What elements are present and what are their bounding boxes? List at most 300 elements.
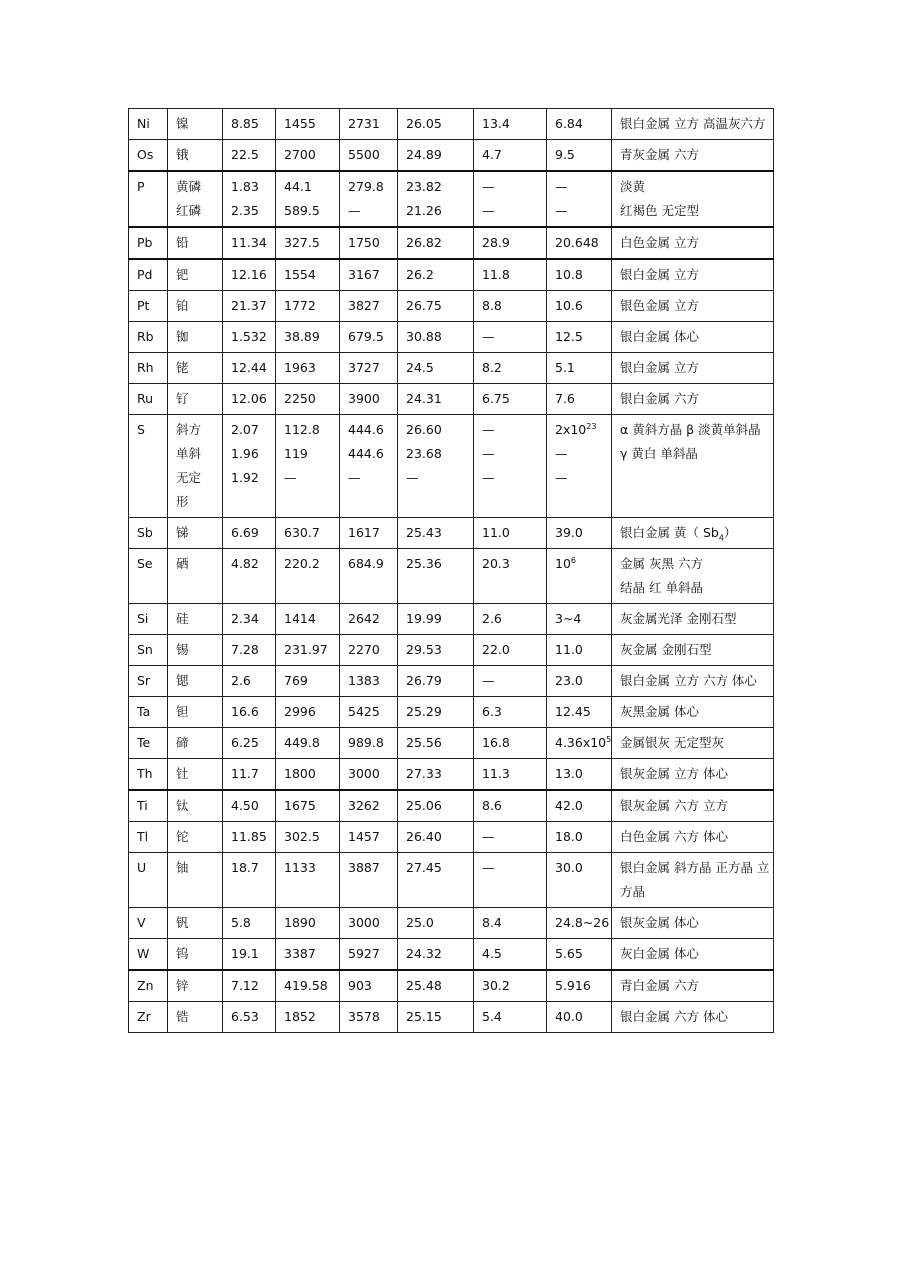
cell-coef xyxy=(474,549,547,604)
melting-point-value xyxy=(284,794,336,818)
resistivity-value xyxy=(555,700,608,724)
boiling-point-value-text: 1457 xyxy=(348,829,380,844)
element-symbol: S xyxy=(129,415,168,518)
expansion-coefficient-value-text: 20.3 xyxy=(482,556,510,571)
element-properties-table xyxy=(128,108,774,1033)
cell-den xyxy=(223,853,276,908)
element-name-text: 碲 xyxy=(176,735,189,750)
density-value xyxy=(231,387,272,411)
resistivity-value-text: 13.0 xyxy=(555,766,583,781)
cell-bp xyxy=(340,353,398,384)
description-text: 红褐色 无定型 xyxy=(620,203,699,218)
element-name xyxy=(176,418,219,442)
cell-bp xyxy=(340,140,398,172)
element-name xyxy=(176,974,219,998)
melting-point-value xyxy=(284,607,336,631)
cell-den xyxy=(223,728,276,759)
element-name-text: 锑 xyxy=(176,525,189,540)
resistivity-value xyxy=(555,387,608,411)
element-name-text: 钌 xyxy=(176,391,189,406)
heat-capacity-value-text: 26.60 xyxy=(406,422,442,437)
expansion-coefficient-value-text: — xyxy=(482,329,495,344)
heat-capacity-value-text: 26.82 xyxy=(406,235,442,250)
cell-coef xyxy=(474,291,547,322)
cell-bp xyxy=(340,666,398,697)
melting-point-value xyxy=(284,356,336,380)
heat-capacity-value xyxy=(406,325,470,349)
element-symbol: Pd xyxy=(129,259,168,291)
heat-capacity-value-text: — xyxy=(406,470,419,485)
cell-den xyxy=(223,384,276,415)
resistivity-value xyxy=(555,1005,608,1029)
element-symbol: Se xyxy=(129,549,168,604)
cell-coef xyxy=(474,604,547,635)
melting-point-value xyxy=(284,825,336,849)
cell-bp xyxy=(340,171,398,227)
density-value xyxy=(231,762,272,786)
element-symbol: Ru xyxy=(129,384,168,415)
element-name-text: 铷 xyxy=(176,329,189,344)
melting-point-value-text: 1890 xyxy=(284,915,316,930)
density-value xyxy=(231,263,272,287)
cell-mp xyxy=(276,939,340,971)
element-name xyxy=(176,294,219,318)
element-symbol: Zn xyxy=(129,970,168,1002)
density-value-text: 5.8 xyxy=(231,915,251,930)
superscript: 23 xyxy=(586,421,597,431)
resistivity-value-text: 12.45 xyxy=(555,704,591,719)
cell-res xyxy=(547,1002,612,1033)
cell-mp xyxy=(276,171,340,227)
element-name xyxy=(176,231,219,255)
cell-heat xyxy=(398,970,474,1002)
melting-point-value xyxy=(284,418,336,442)
heat-capacity-value-text: 30.88 xyxy=(406,329,442,344)
cell-mp xyxy=(276,728,340,759)
cell-heat xyxy=(398,109,474,140)
heat-capacity-value-text: 25.15 xyxy=(406,1009,442,1024)
boiling-point-value-text: 1617 xyxy=(348,525,380,540)
resistivity-value xyxy=(555,263,608,287)
element-name-text: 锇 xyxy=(176,147,189,162)
element-name xyxy=(176,490,219,514)
heat-capacity-value-text: 19.99 xyxy=(406,611,442,626)
boiling-point-value-text: 679.5 xyxy=(348,329,384,344)
element-name-text: 铂 xyxy=(176,298,189,313)
expansion-coefficient-value-text: 28.9 xyxy=(482,235,510,250)
expansion-coefficient-value xyxy=(482,143,543,167)
melting-point-value xyxy=(284,294,336,318)
cell-desc xyxy=(612,970,774,1002)
expansion-coefficient-value xyxy=(482,466,543,490)
heat-capacity-value-text: 26.2 xyxy=(406,267,434,282)
cell-desc xyxy=(612,259,774,291)
cell-desc xyxy=(612,109,774,140)
cell-heat xyxy=(398,939,474,971)
boiling-point-value-text: 2270 xyxy=(348,642,380,657)
density-value xyxy=(231,442,272,466)
element-symbol: Tl xyxy=(129,822,168,853)
cell-bp xyxy=(340,635,398,666)
boiling-point-value-text: — xyxy=(348,203,361,218)
element-name xyxy=(176,442,219,466)
boiling-point-value-text: 1750 xyxy=(348,235,380,250)
heat-capacity-value-text: 26.75 xyxy=(406,298,442,313)
description-text: 灰黑金属 体心 xyxy=(620,704,699,719)
element-name xyxy=(176,325,219,349)
density-value-text: 6.69 xyxy=(231,525,259,540)
density-value-text: 1.532 xyxy=(231,329,267,344)
melting-point-value xyxy=(284,231,336,255)
density-value xyxy=(231,638,272,662)
expansion-coefficient-value xyxy=(482,521,543,545)
cell-bp xyxy=(340,790,398,822)
element-name-text: 锌 xyxy=(176,978,189,993)
heat-capacity-value xyxy=(406,521,470,545)
heat-capacity-value xyxy=(406,466,470,490)
expansion-coefficient-value-text: 6.3 xyxy=(482,704,502,719)
cell-coef xyxy=(474,759,547,791)
cell-heat xyxy=(398,908,474,939)
resistivity-value xyxy=(555,442,608,466)
description-text: 灰金属光泽 金刚石型 xyxy=(620,611,737,626)
cell-desc xyxy=(612,939,774,971)
expansion-coefficient-value xyxy=(482,825,543,849)
cell-den xyxy=(223,140,276,172)
cell-den xyxy=(223,697,276,728)
resistivity-value-text: 6.84 xyxy=(555,116,583,131)
description-tail: ） xyxy=(723,525,737,540)
density-value xyxy=(231,825,272,849)
melting-point-value-text: 1772 xyxy=(284,298,316,313)
element-symbol: Os xyxy=(129,140,168,172)
expansion-coefficient-value-text: — xyxy=(482,179,495,194)
cell-coef xyxy=(474,666,547,697)
element-name xyxy=(176,521,219,545)
heat-capacity-value xyxy=(406,794,470,818)
element-name-text: 铅 xyxy=(176,235,189,250)
melting-point-value xyxy=(284,700,336,724)
element-name-text: 钽 xyxy=(176,704,189,719)
cell-coef xyxy=(474,518,547,549)
cell-coef xyxy=(474,227,547,259)
cell-desc xyxy=(612,171,774,227)
density-value xyxy=(231,731,272,755)
boiling-point-value xyxy=(348,356,394,380)
cell-coef xyxy=(474,970,547,1002)
melting-point-value-text: 112.8 xyxy=(284,422,320,437)
melting-point-value xyxy=(284,521,336,545)
element-symbol: Ta xyxy=(129,697,168,728)
expansion-coefficient-value-text: 8.2 xyxy=(482,360,502,375)
resistivity-value-text: 18.0 xyxy=(555,829,583,844)
cell-den xyxy=(223,790,276,822)
table-row xyxy=(129,384,774,415)
density-value xyxy=(231,942,272,966)
heat-capacity-value xyxy=(406,442,470,466)
cell-name xyxy=(168,604,223,635)
resistivity-value-text: 42.0 xyxy=(555,798,583,813)
cell-heat xyxy=(398,822,474,853)
description-text: 银白金属 斜方晶 正方晶 立方晶 xyxy=(620,860,770,899)
resistivity-value xyxy=(555,325,608,349)
element-name-text: 锡 xyxy=(176,642,189,657)
density-value-text: 1.83 xyxy=(231,179,259,194)
description-text: 银色金属 立方 xyxy=(620,298,699,313)
resistivity-value xyxy=(555,418,608,442)
expansion-coefficient-value-text: — xyxy=(482,470,495,485)
resistivity-value-text: — xyxy=(555,179,568,194)
cell-bp xyxy=(340,697,398,728)
cell-coef xyxy=(474,384,547,415)
resistivity-value-text: 39.0 xyxy=(555,525,583,540)
element-name xyxy=(176,143,219,167)
boiling-point-value-text: 989.8 xyxy=(348,735,384,750)
cell-den xyxy=(223,635,276,666)
cell-bp xyxy=(340,259,398,291)
boiling-point-value-text: 3887 xyxy=(348,860,380,875)
resistivity-value-text: 9.5 xyxy=(555,147,575,162)
boiling-point-value xyxy=(348,175,394,199)
cell-den xyxy=(223,109,276,140)
cell-heat xyxy=(398,384,474,415)
resistivity-value xyxy=(555,231,608,255)
density-value-text: 12.44 xyxy=(231,360,267,375)
element-name-text: 钍 xyxy=(176,766,189,781)
cell-res xyxy=(547,171,612,227)
cell-name xyxy=(168,728,223,759)
resistivity-value xyxy=(555,356,608,380)
cell-name xyxy=(168,171,223,227)
density-value-text: 6.53 xyxy=(231,1009,259,1024)
density-value xyxy=(231,466,272,490)
heat-capacity-value xyxy=(406,418,470,442)
boiling-point-value xyxy=(348,1005,394,1029)
cell-den xyxy=(223,259,276,291)
expansion-coefficient-value xyxy=(482,263,543,287)
melting-point-value xyxy=(284,442,336,466)
density-value xyxy=(231,911,272,935)
melting-point-value-text: 1675 xyxy=(284,798,316,813)
cell-heat xyxy=(398,140,474,172)
melting-point-value xyxy=(284,199,336,223)
density-value-text: 7.28 xyxy=(231,642,259,657)
melting-point-value-text: 44.1 xyxy=(284,179,312,194)
melting-point-value xyxy=(284,175,336,199)
superscript: 5 xyxy=(606,734,612,744)
cell-bp xyxy=(340,415,398,518)
table-row xyxy=(129,227,774,259)
heat-capacity-value xyxy=(406,1005,470,1029)
resistivity-value-text: 5.916 xyxy=(555,978,591,993)
cell-name xyxy=(168,322,223,353)
cell-res xyxy=(547,728,612,759)
cell-coef xyxy=(474,728,547,759)
expansion-coefficient-value-text: — xyxy=(482,673,495,688)
table-row xyxy=(129,109,774,140)
density-value-text: 1.96 xyxy=(231,446,259,461)
expansion-coefficient-value-text: 16.8 xyxy=(482,735,510,750)
cell-mp xyxy=(276,1002,340,1033)
cell-name xyxy=(168,415,223,518)
cell-heat xyxy=(398,518,474,549)
heat-capacity-value-text: 21.26 xyxy=(406,203,442,218)
description-text: 金属 灰黑 六方 xyxy=(620,556,703,571)
description-text: 银白金属 立方 xyxy=(620,267,699,282)
resistivity-value-text: 23.0 xyxy=(555,673,583,688)
description-text: 金属银灰 无定型灰 xyxy=(620,735,724,750)
description-text: 青白金属 六方 xyxy=(620,978,699,993)
resistivity-value-text: 4.36x10 xyxy=(555,735,607,750)
cell-heat xyxy=(398,604,474,635)
cell-coef xyxy=(474,415,547,518)
resistivity-value xyxy=(555,552,608,576)
cell-bp xyxy=(340,291,398,322)
cell-den xyxy=(223,549,276,604)
heat-capacity-value xyxy=(406,294,470,318)
expansion-coefficient-value-text: — xyxy=(482,203,495,218)
cell-den xyxy=(223,1002,276,1033)
heat-capacity-value-text: 27.33 xyxy=(406,766,442,781)
cell-coef xyxy=(474,140,547,172)
element-name-text: 红磷 xyxy=(176,203,202,218)
cell-mp xyxy=(276,604,340,635)
resistivity-value-text: — xyxy=(555,446,568,461)
resistivity-value-text: 5.65 xyxy=(555,946,583,961)
expansion-coefficient-value xyxy=(482,231,543,255)
element-name-text: 硅 xyxy=(176,611,189,626)
element-name xyxy=(176,552,219,576)
description-text: 银白金属 体心 xyxy=(620,329,699,344)
resistivity-value xyxy=(555,825,608,849)
cell-den xyxy=(223,353,276,384)
cell-mp xyxy=(276,353,340,384)
heat-capacity-value-text: 24.5 xyxy=(406,360,434,375)
density-value xyxy=(231,794,272,818)
element-symbol: Th xyxy=(129,759,168,791)
expansion-coefficient-value xyxy=(482,356,543,380)
cell-res xyxy=(547,604,612,635)
cell-mp xyxy=(276,291,340,322)
table-row xyxy=(129,353,774,384)
element-name xyxy=(176,942,219,966)
cell-heat xyxy=(398,635,474,666)
expansion-coefficient-value-text: 6.75 xyxy=(482,391,510,406)
table-row xyxy=(129,140,774,172)
melting-point-value-text: 2700 xyxy=(284,147,316,162)
resistivity-value xyxy=(555,175,608,199)
cell-bp xyxy=(340,604,398,635)
cell-den xyxy=(223,759,276,791)
table-row xyxy=(129,728,774,759)
heat-capacity-value-text: 25.56 xyxy=(406,735,442,750)
cell-name xyxy=(168,635,223,666)
cell-coef xyxy=(474,853,547,908)
table-row xyxy=(129,604,774,635)
density-value xyxy=(231,231,272,255)
cell-bp xyxy=(340,728,398,759)
boiling-point-value xyxy=(348,794,394,818)
cell-desc xyxy=(612,291,774,322)
element-name xyxy=(176,356,219,380)
density-value-text: 7.12 xyxy=(231,978,259,993)
boiling-point-value-text: 3000 xyxy=(348,915,380,930)
cell-res xyxy=(547,140,612,172)
resistivity-value xyxy=(555,638,608,662)
table-row xyxy=(129,908,774,939)
melting-point-value-text: 419.58 xyxy=(284,978,328,993)
table-row xyxy=(129,1002,774,1033)
density-value xyxy=(231,974,272,998)
boiling-point-value xyxy=(348,442,394,466)
cell-bp xyxy=(340,227,398,259)
element-symbol: Sb xyxy=(129,518,168,549)
element-name-text: 钨 xyxy=(176,946,189,961)
heat-capacity-value-text: 25.43 xyxy=(406,525,442,540)
boiling-point-value xyxy=(348,731,394,755)
cell-den xyxy=(223,666,276,697)
cell-coef xyxy=(474,822,547,853)
resistivity-value-text: 11.0 xyxy=(555,642,583,657)
melting-point-value-text: — xyxy=(284,470,297,485)
element-name-text: 铀 xyxy=(176,860,189,875)
heat-capacity-value-text: 25.29 xyxy=(406,704,442,719)
table-row xyxy=(129,259,774,291)
expansion-coefficient-value-text: 11.8 xyxy=(482,267,510,282)
heat-capacity-value xyxy=(406,762,470,786)
resistivity-value xyxy=(555,794,608,818)
element-name xyxy=(176,856,219,880)
element-name-text: 钛 xyxy=(176,798,189,813)
heat-capacity-value-text: 27.45 xyxy=(406,860,442,875)
heat-capacity-value xyxy=(406,974,470,998)
boiling-point-value-text: 3167 xyxy=(348,267,380,282)
heat-capacity-value xyxy=(406,263,470,287)
element-name xyxy=(176,263,219,287)
element-name-text: 铑 xyxy=(176,360,189,375)
boiling-point-value-text: 3727 xyxy=(348,360,380,375)
element-name xyxy=(176,700,219,724)
melting-point-value xyxy=(284,263,336,287)
cell-res xyxy=(547,322,612,353)
melting-point-value xyxy=(284,387,336,411)
melting-point-value-text: 231.97 xyxy=(284,642,328,657)
boiling-point-value-text: 903 xyxy=(348,978,372,993)
cell-heat xyxy=(398,759,474,791)
boiling-point-value xyxy=(348,466,394,490)
resistivity-value xyxy=(555,466,608,490)
heat-capacity-value xyxy=(406,387,470,411)
cell-name xyxy=(168,853,223,908)
cell-res xyxy=(547,853,612,908)
melting-point-value-text: 1554 xyxy=(284,267,316,282)
expansion-coefficient-value-text: 4.7 xyxy=(482,147,502,162)
cell-name xyxy=(168,939,223,971)
cell-bp xyxy=(340,908,398,939)
boiling-point-value xyxy=(348,911,394,935)
cell-res xyxy=(547,549,612,604)
melting-point-value-text: 589.5 xyxy=(284,203,320,218)
cell-coef xyxy=(474,790,547,822)
table-row xyxy=(129,415,774,518)
heat-capacity-value-text: 26.79 xyxy=(406,673,442,688)
cell-mp xyxy=(276,697,340,728)
cell-den xyxy=(223,970,276,1002)
description-text: 白色金属 立方 xyxy=(620,235,699,250)
element-symbol: W xyxy=(129,939,168,971)
resistivity-value xyxy=(555,974,608,998)
heat-capacity-value-text: 29.53 xyxy=(406,642,442,657)
